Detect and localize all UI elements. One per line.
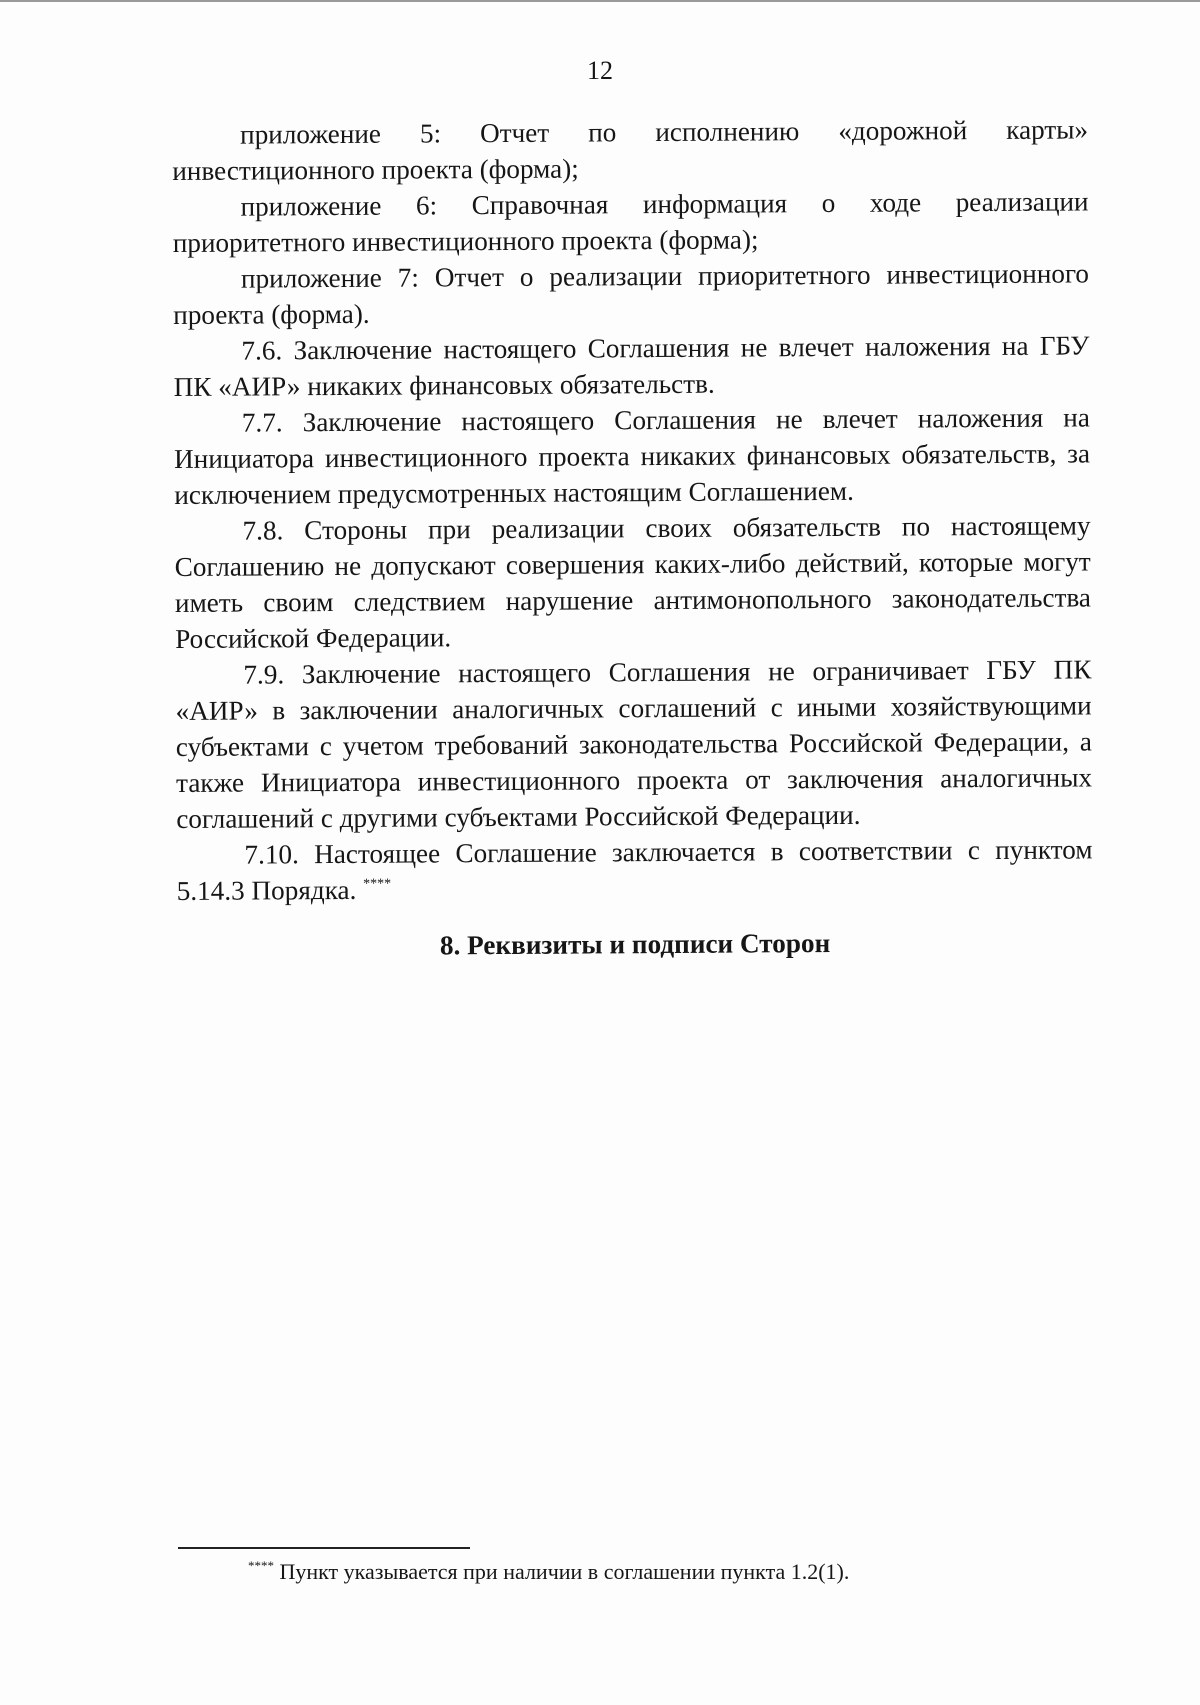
- footnote-reference: ****: [363, 876, 392, 892]
- paragraph-7-6: 7.6. Заключение настоящего Соглашения не влечет наложения на ГБУ ПК «АИР» никаких финансовых обязательств.: [173, 330, 1090, 402]
- paragraph-7-10: [176, 831, 1092, 909]
- footnote-mark: ****: [248, 1558, 274, 1573]
- paragraph-appendix-7: приложение 7: Отчет о реализации приоритетного инвестиционного проекта (форма).: [173, 258, 1090, 330]
- paragraph-7-9: 7.9. Заключение настоящего Соглашения не ограничивает ГБУ ПК «АИР» в заключении аналогичных соглашений с иными хозяйствующими субъектами с учетом требований законодательства Российской Федерации, а также Инициатора инвестиционного проекта от заключения аналогичных соглашений с другими субъектами Российской Федерации.: [175, 654, 1093, 834]
- scan-top-edge: [0, 0, 1200, 2]
- footnote-separator: [178, 1547, 470, 1549]
- paragraph-7-7: 7.7. Заключение настоящего Соглашения не влечет наложения на Инициатора инвестиционного проекта никаких финансовых обязательств, за исключением предусмотренных настоящим Соглашением.: [173, 402, 1091, 510]
- paragraph-appendix-5: приложение 5: Отчет по исполнению «дорожной карты» инвестиционного проекта (форма);: [172, 114, 1089, 186]
- paragraph-7-10-text: 7.10. Настоящее Соглашение заключается в соответствии с пунктом 5.14.3 Порядка.: [176, 834, 1093, 906]
- footnote-text: Пункт указывается при наличии в соглашении пункта 1.2(1).: [274, 1559, 850, 1584]
- document-body: [172, 111, 1093, 965]
- paragraph-appendix-6: приложение 6: Справочная информация о ходе реализации приоритетного инвестиционного проекта (форма);: [172, 186, 1089, 258]
- page-number: 12: [587, 56, 613, 85]
- paragraph-7-8: 7.8. Стороны при реализации своих обязательств по настоящему Соглашению не допускают совершения каких-либо действий, которые могут иметь своим следствием нарушение антимонопольного законодательства Российской Федерации.: [174, 510, 1092, 654]
- footnote: [248, 1558, 849, 1586]
- section-heading: 8. Реквизиты и подписи Сторон: [439, 927, 831, 961]
